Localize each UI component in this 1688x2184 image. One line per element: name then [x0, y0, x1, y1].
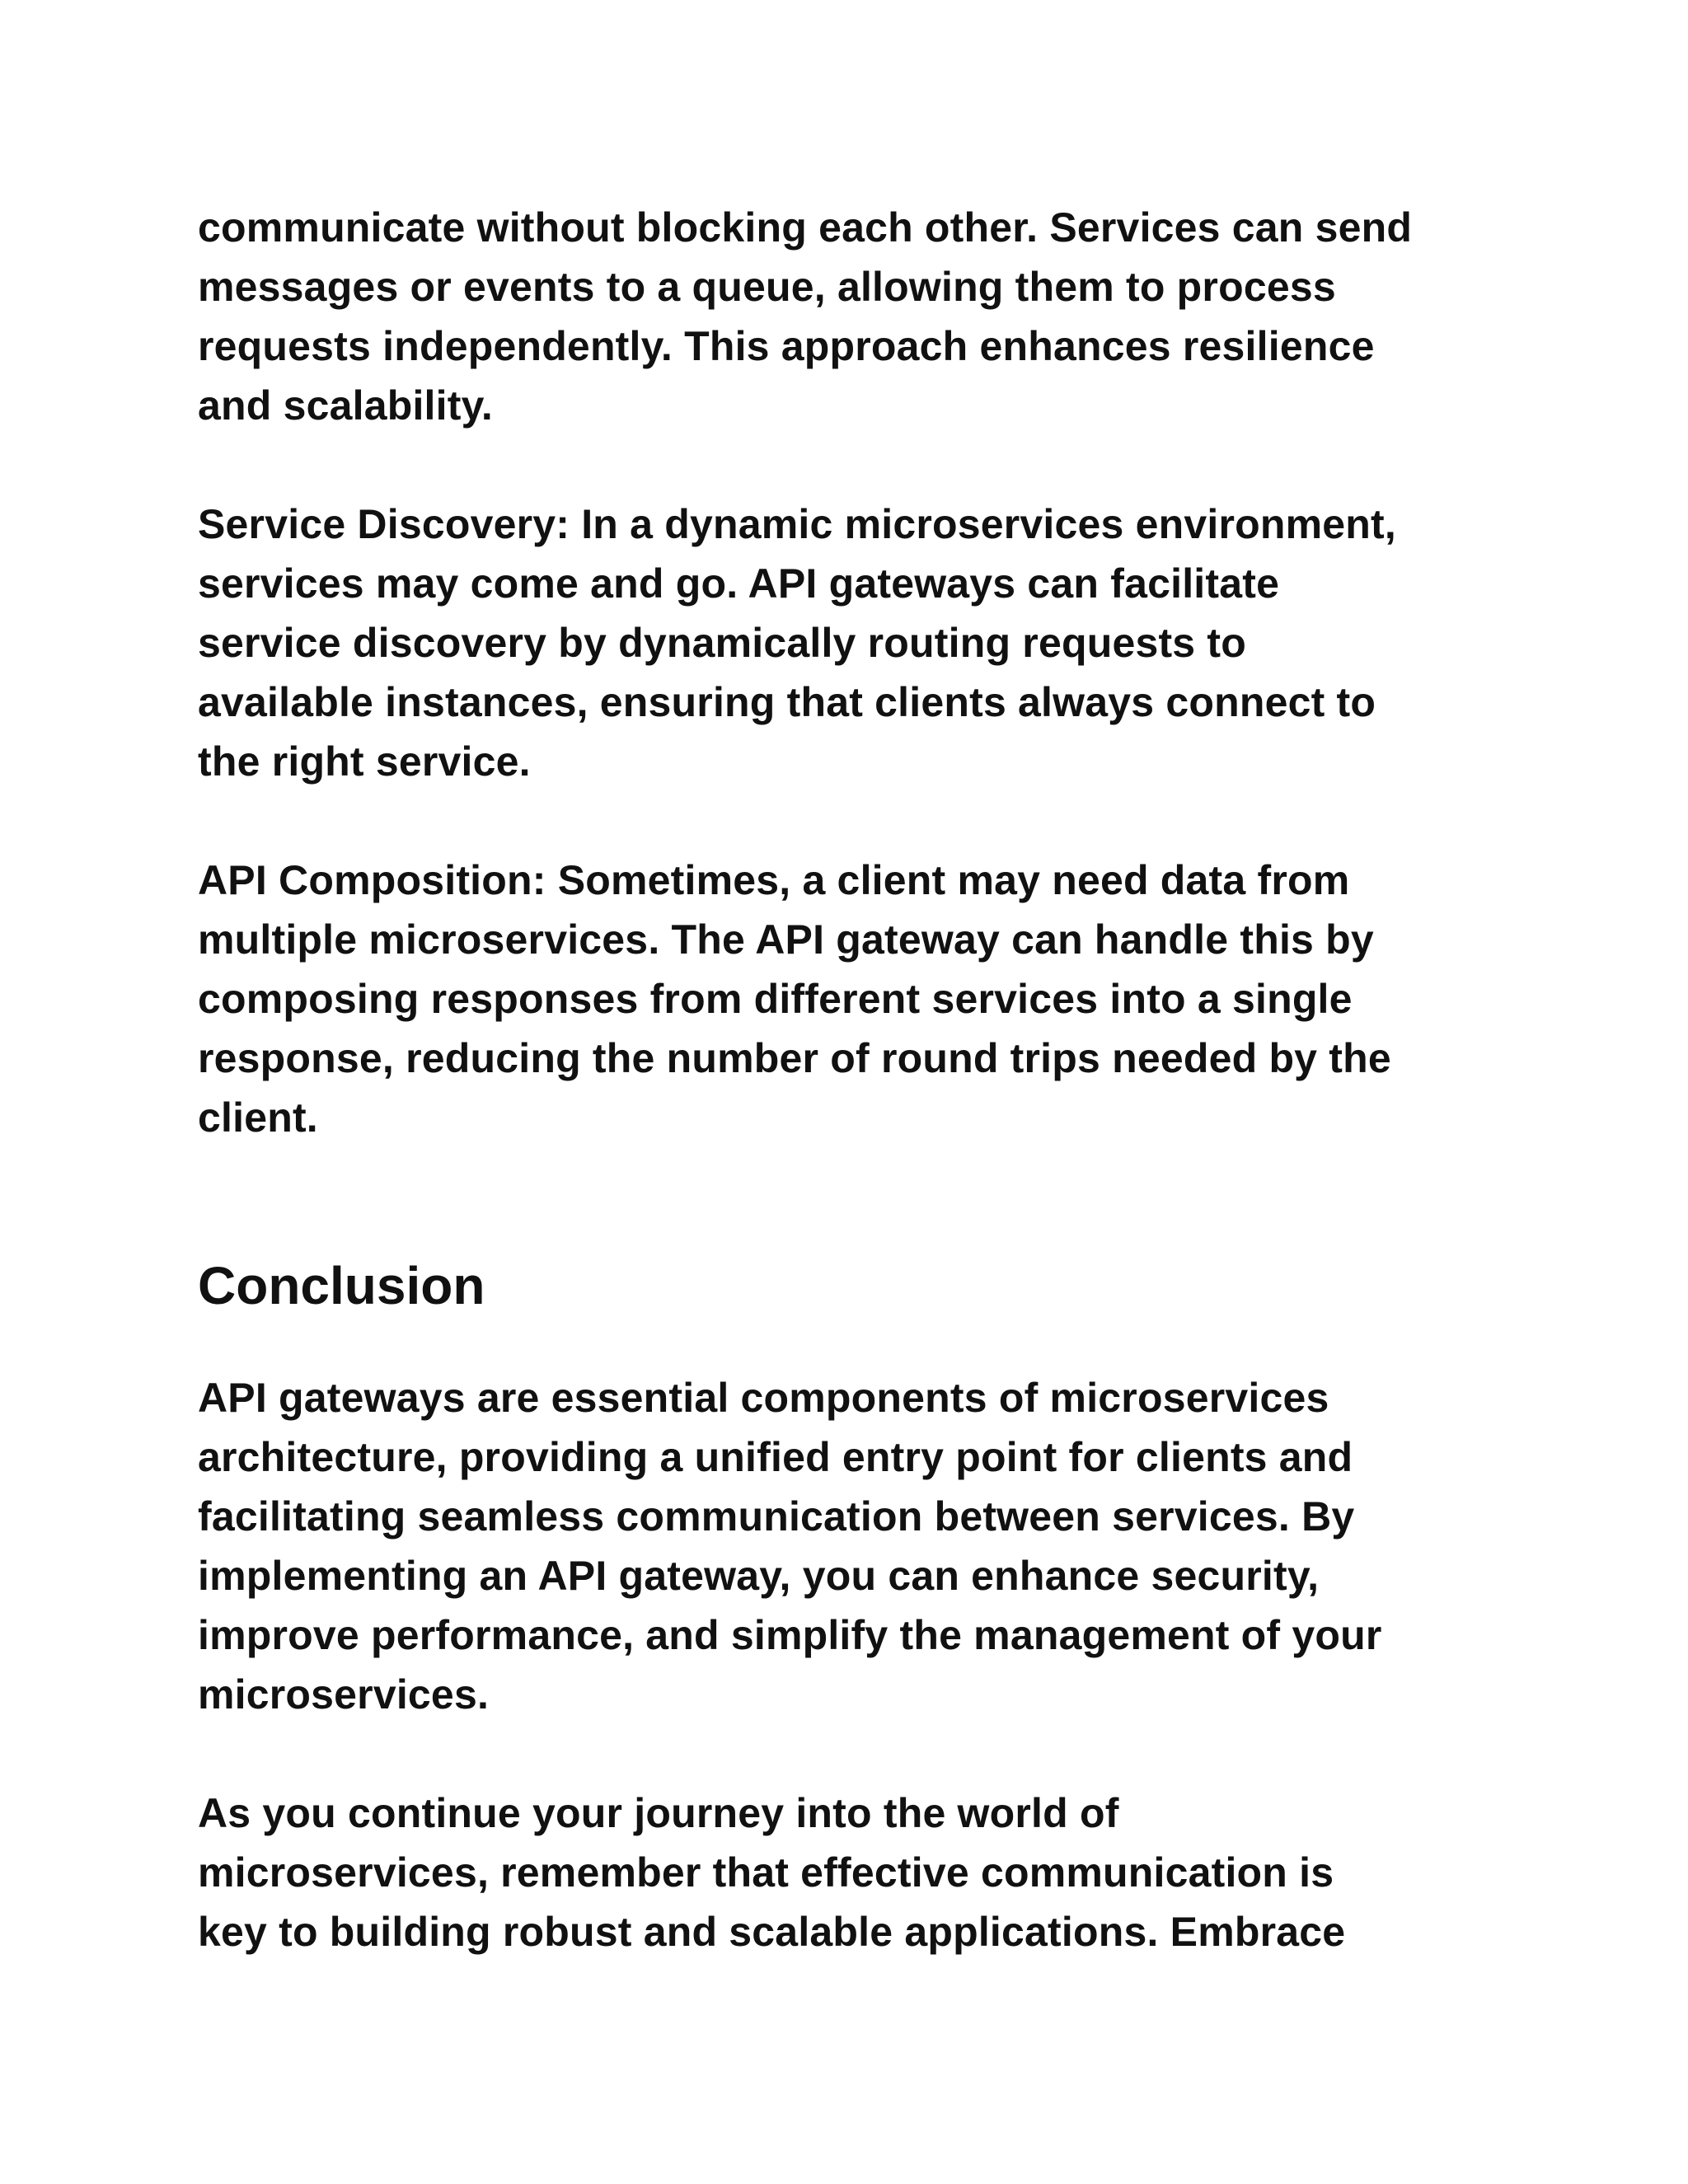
- paragraph-line: services may come and go. API gateways can facilitate: [198, 560, 1280, 607]
- paragraph-conclusion-journey: [198, 1783, 1517, 1961]
- paragraph-spacer: [198, 791, 1517, 851]
- paragraph-line: response, reducing the number of round trips needed by the: [198, 1035, 1391, 1081]
- paragraph-line: architecture, providing a unified entry point for clients and: [198, 1434, 1353, 1480]
- paragraph-service-discovery: [198, 494, 1517, 791]
- paragraph-line: requests independently. This approach enhances resilience: [198, 323, 1375, 369]
- section-heading-conclusion: Conclusion: [198, 1256, 485, 1315]
- paragraph-line: As you continue your journey into the world of: [198, 1790, 1119, 1836]
- paragraph-spacer: [198, 1724, 1517, 1783]
- paragraph-line: microservices, remember that effective communication is: [198, 1849, 1334, 1896]
- paragraph-line: facilitating seamless communication between services. By: [198, 1493, 1355, 1540]
- paragraph-line: key to building robust and scalable applications. Embrace: [198, 1909, 1346, 1955]
- paragraph-line: and scalability.: [198, 382, 493, 429]
- paragraph-line: API Composition: Sometimes, a client may need data from: [198, 857, 1350, 903]
- paragraph-conclusion-summary: [198, 1368, 1517, 1724]
- paragraph-line: messages or events to a queue, allowing them to process: [198, 264, 1336, 310]
- paragraph-line: communicate without blocking each other. Services can send: [198, 204, 1413, 251]
- paragraph-api-composition: [198, 851, 1517, 1147]
- paragraph-spacer: [198, 435, 1517, 494]
- paragraph-line: Service Discovery: In a dynamic microservices environment,: [198, 501, 1396, 547]
- paragraph-line: API gateways are essential components of microservices: [198, 1375, 1329, 1421]
- paragraph-line: composing responses from different services into a single: [198, 976, 1353, 1022]
- document-content: [198, 198, 1517, 1961]
- paragraph-line: service discovery by dynamically routing requests to: [198, 620, 1246, 666]
- paragraph-line: improve performance, and simplify the management of your: [198, 1612, 1382, 1658]
- paragraph-line: client.: [198, 1094, 318, 1141]
- paragraph-line: multiple microservices. The API gateway can handle this by: [198, 916, 1374, 963]
- section-spacer: [198, 1319, 1517, 1368]
- paragraph-async-messaging: [198, 198, 1517, 435]
- paragraph-line: implementing an API gateway, you can enhance security,: [198, 1553, 1320, 1599]
- paragraph-line: the right service.: [198, 738, 531, 785]
- section-spacer: [198, 1147, 1517, 1253]
- paragraph-line: microservices.: [198, 1671, 490, 1718]
- paragraph-line: available instances, ensuring that clients always connect to: [198, 679, 1376, 725]
